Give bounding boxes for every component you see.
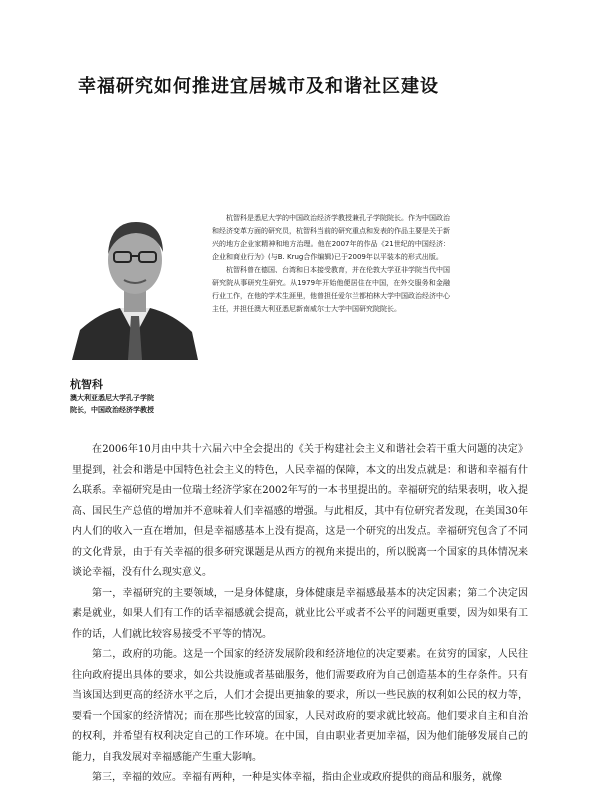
author-bio xyxy=(212,212,450,316)
article-title: 幸福研究如何推进宜居城市及和谐社区建设 xyxy=(78,76,439,97)
author-portrait xyxy=(70,208,200,360)
bio-paragraph: 杭智科是悉尼大学的中国政治经济学教授兼孔子学院院长。作为中国政治和经济变革方面的研究员，杭智科当前的研究重点和发表的作品主要是关于新兴的地方企业家精神和地方治理。他在2007年的作品《21世纪的中国经济：企业和商业行为》(与B. Krug合作编辑)已于2009年以平装本的形式出版。 xyxy=(212,214,450,261)
affiliation-line: 院长，中国政治经济学教授 xyxy=(70,406,154,414)
author-name: 杭智科 xyxy=(70,378,103,391)
body-paragraph: 第一，幸福研究的主要领域，一是身体健康，身体健康是幸福感最基本的决定因素；第二个决定因素是就业，如果人们有工作的话幸福感就会提高，就业比公平或者不公平的问题更重要，因为如果有工作的话，人们就比较容易接受不平等的情况。 xyxy=(72,587,528,640)
bio-paragraph: 杭智科曾在德国、台湾和日本接受教育，并在伦敦大学亚非学院当代中国研究院从事研究生研究。从1979年开始他便居住在中国，在外交服务和金融行业工作，在他的学术生涯里，他曾担任爱尔兰都柏林大学中国政治经济中心主任，并担任澳大利亚悉尼新南威尔士大学中国研究院院长。 xyxy=(212,266,450,313)
article-body xyxy=(72,440,528,789)
author-affiliation xyxy=(70,392,260,416)
body-paragraph: 第三，幸福的效应。幸福有两种，一种是实体幸福，指由企业或政府提供的商品和服务，就像 xyxy=(92,772,502,783)
body-paragraph: 在2006年10月由中共十六届六中全会提出的《关于构建社会主义和谐社会若干重大问题的决定》里提到，社会和谐是中国特色社会主义的特色，人民幸福的保障，本文的出发点就是：和谐和幸福有什么联系。幸福研究是由一位瑞士经济学家在2002年写的一本书里提出的。幸福研究的结果表明，收入提高、国民生产总值的增加并不意味着人们幸福感的增强。与此相反，其中有位研究者发现，在美国30年内人们的收入一直在增加，但是幸福感基本上没有提高，这是一个研究的出发点。幸福研究包含了不同的文化背景，由于有关幸福的很多研究课题是从西方的视角来提出的，所以脱离一个国家的具体情况来谈论幸福，没有什么现实意义。 xyxy=(72,444,528,578)
affiliation-line: 澳大利亚悉尼大学孔子学院 xyxy=(70,394,154,402)
body-paragraph: 第二，政府的功能。这是一个国家的经济发展阶段和经济地位的决定要素。在贫穷的国家，人民往往向政府提出具体的要求，如公共设施或者基础服务，他们需要政府为自己创造基本的生存条件。只有当该国达到更高的经济水平之后，人们才会提出更抽象的要求，所以一些民族的权利如公民的权力等，要看一个国家的经济情况；而在那些比较富的国家，人民对政府的要求就比较高。他们要求自主和自治的权利，并希望有权利决定自己的工作环境。在中国，自由职业者更加幸福，因为他们能够发展自己的能力，自我发展对幸福感能产生重大影响。 xyxy=(72,649,528,763)
